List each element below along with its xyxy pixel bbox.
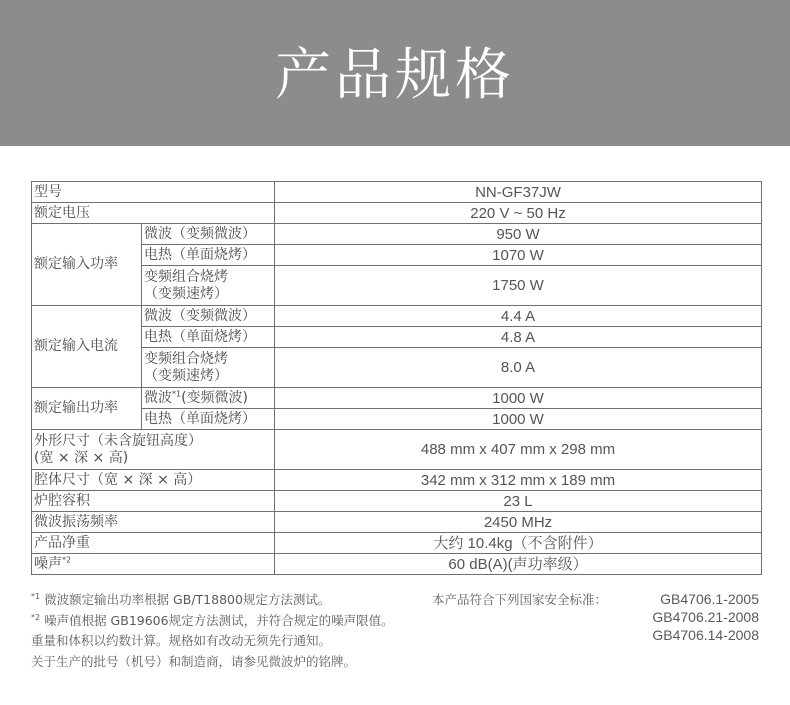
output-power-mode-label bbox=[142, 388, 275, 409]
frequency-value: 2450 MHz bbox=[275, 512, 762, 533]
input-power-value: 950 W bbox=[275, 224, 762, 245]
label-line: （变频速烤） bbox=[144, 285, 228, 302]
table-row bbox=[32, 348, 762, 388]
input-current-value: 8.0 A bbox=[275, 348, 762, 388]
output-power-value: 1000 W bbox=[275, 409, 762, 430]
capacity-label: 炉腔容积 bbox=[32, 491, 275, 512]
cavity-size-label: 腔体尺寸（宽 × 深 × 高） bbox=[32, 470, 275, 491]
label-line: (宽 × 深 × 高) bbox=[34, 449, 129, 466]
table-row bbox=[32, 306, 762, 327]
note-nameplate: 关于生产的批号（机号）和制造商，请参见微波炉的铭牌。 bbox=[31, 653, 357, 669]
voltage-value: 220 V ~ 50 Hz bbox=[275, 203, 762, 224]
input-power-label: 额定输入功率 bbox=[32, 224, 142, 306]
cavity-size-value: 342 mm x 312 mm x 189 mm bbox=[275, 470, 762, 491]
input-current-value: 4.4 A bbox=[275, 306, 762, 327]
standard-item: GB4706.1-2005 bbox=[660, 591, 759, 607]
table-row bbox=[32, 512, 762, 533]
noise-label bbox=[32, 554, 275, 575]
label-text: 噪声 bbox=[34, 555, 62, 572]
voltage-label: 额定电压 bbox=[32, 203, 275, 224]
input-current-label: 额定输入电流 bbox=[32, 306, 142, 388]
footnote-text: 噪声值根据 GB19606规定方法测试，并符合规定的噪声限值。 bbox=[44, 612, 394, 628]
input-power-mode-label bbox=[142, 266, 275, 306]
label-text: 微波 bbox=[144, 389, 172, 406]
input-current-mode-label: 微波（变频微波） bbox=[142, 306, 275, 327]
footnote-mark: *2 bbox=[31, 612, 41, 622]
input-power-mode-label: 电热（单面烧烤） bbox=[142, 245, 275, 266]
input-power-value: 1070 W bbox=[275, 245, 762, 266]
footnote-text: 微波额定输出功率根据 GB/T18800规定方法测试。 bbox=[44, 592, 331, 607]
capacity-value: 23 L bbox=[275, 491, 762, 512]
table-row bbox=[32, 266, 762, 306]
standards-label: 本产品符合下列国家安全标准： bbox=[432, 592, 608, 607]
table-row bbox=[32, 470, 762, 491]
input-current-mode-label: 电热（单面烧烤） bbox=[142, 327, 275, 348]
standard-item: GB4706.21-2008 bbox=[652, 609, 759, 625]
label-line: 外形尺寸（未含旋钮高度） bbox=[34, 432, 202, 449]
table-row bbox=[32, 491, 762, 512]
input-current-value: 4.8 A bbox=[275, 327, 762, 348]
output-power-mode-label: 电热（单面烧烤） bbox=[142, 409, 275, 430]
model-label: 型号 bbox=[32, 182, 275, 203]
label-text: (变频微波) bbox=[181, 389, 249, 406]
footnotes bbox=[31, 590, 451, 672]
outer-size-label bbox=[32, 430, 275, 470]
table-row bbox=[32, 245, 762, 266]
page-title: 产品规格 bbox=[275, 43, 515, 108]
table-row bbox=[32, 409, 762, 430]
note-weight: 重量和体积以约数计算。规格如有改动无须先行通知。 bbox=[31, 633, 332, 648]
input-power-mode-label: 微波（变频微波） bbox=[142, 224, 275, 245]
spec-table bbox=[31, 181, 762, 575]
label-line: （变频速烤） bbox=[144, 367, 228, 384]
standards-list bbox=[652, 590, 759, 644]
footnote-1 bbox=[31, 590, 451, 611]
table-row bbox=[32, 327, 762, 348]
net-weight-label: 产品净重 bbox=[32, 533, 275, 554]
footnote-2 bbox=[31, 611, 451, 632]
footnote-mark: *1 bbox=[31, 591, 41, 601]
table-row bbox=[32, 388, 762, 409]
footnote-mark: *2 bbox=[62, 554, 72, 564]
input-current-mode-label bbox=[142, 348, 275, 388]
label-line: 变频组合烧烤 bbox=[144, 350, 228, 367]
outer-size-value: 488 mm x 407 mm x 298 mm bbox=[275, 430, 762, 470]
net-weight-value: 大约 10.4kg（不含附件） bbox=[275, 533, 762, 554]
output-power-value: 1000 W bbox=[275, 388, 762, 409]
frequency-label: 微波振荡频率 bbox=[32, 512, 275, 533]
noise-value: 60 dB(A)(声功率级） bbox=[275, 554, 762, 575]
header-banner bbox=[0, 0, 790, 146]
table-row bbox=[32, 203, 762, 224]
table-row bbox=[32, 554, 762, 575]
output-power-label: 额定输出功率 bbox=[32, 388, 142, 430]
standard-item: GB4706.14-2008 bbox=[652, 627, 759, 643]
table-row bbox=[32, 182, 762, 203]
table-row bbox=[32, 430, 762, 470]
model-value: NN-GF37JW bbox=[275, 182, 762, 203]
input-power-value: 1750 W bbox=[275, 266, 762, 306]
table-row bbox=[32, 533, 762, 554]
table-row bbox=[32, 224, 762, 245]
footnote-mark: *1 bbox=[172, 388, 182, 398]
label-line: 变频组合烧烤 bbox=[144, 268, 228, 285]
